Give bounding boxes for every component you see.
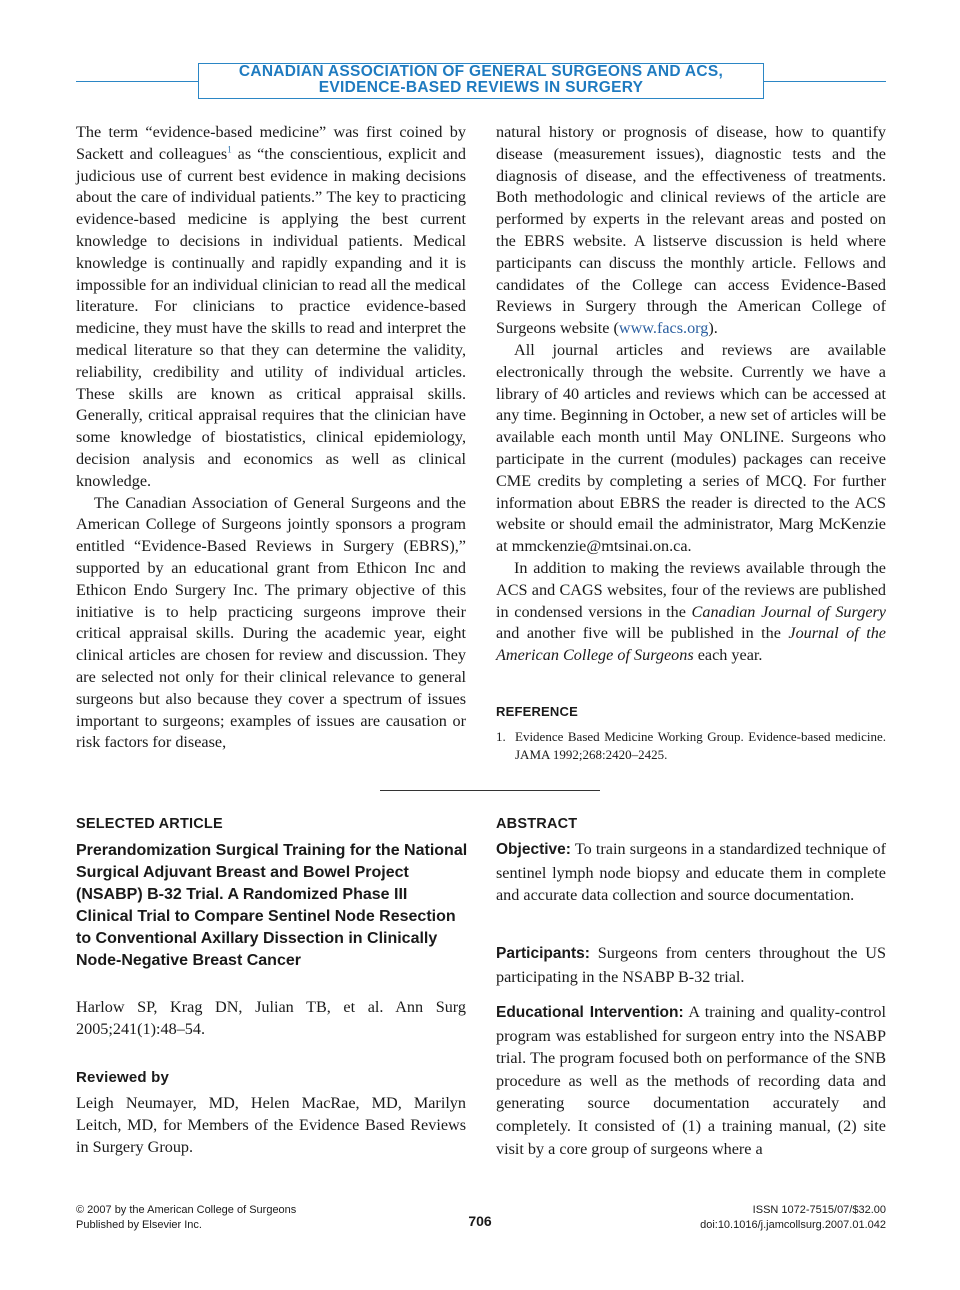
intro-p1-text-b: as “the conscientious, explicit and judicious use of current best evidence in making decisions about the care of individual patients.” The key to practicing evidence-based medicine is applying the best current knowledge to decisions in individual patients. Medical knowledge is continually and rapidly expanding and it is impossible for an individual clinician to read all the medical literature. For clinicians to practice evidence-based medicine, they must have the skills to read and interpret the medical literature so that they can determine the validity, reliability, credibility and utility of individual articles. These skills are known as critical appraisal skills. Generally, critical appraisal requires that the clinician have some knowledge of biostatistics, clinical epidemiology, decision analysis and economics as well as clinical knowledge. — [76, 144, 466, 490]
header-rule-left — [76, 81, 198, 82]
objective-label: Objective: — [496, 841, 571, 858]
footer-right — [600, 1203, 886, 1233]
reference-number: 1. — [496, 729, 506, 744]
doi: doi:10.1016/j.jamcollsurg.2007.01.042 — [700, 1219, 886, 1231]
reviewed-by-heading: Reviewed by — [76, 1069, 170, 1086]
intervention-text: A training and quality-control program was established for surgeon entry into the NSABP trial. The program focused both on performance of the SNB procedure as well as the methods of recording data and generating source documentation accurately and completely. It consisted of (1) a training manual, (2) site visit by a core group of surgeons where a — [496, 1003, 886, 1158]
footnote-ref-1[interactable]: 1 — [227, 144, 232, 155]
intro-p3-text-b: ). — [708, 319, 718, 338]
reference-heading: REFERENCE — [496, 704, 578, 719]
intervention-label: Educational Intervention: — [496, 1004, 684, 1021]
section-divider — [380, 790, 600, 791]
section-header — [198, 63, 764, 99]
intro-p5-text-b: and another five will be published in the — [496, 624, 789, 643]
section-header-line1: CANADIAN ASSOCIATION OF GENERAL SURGEONS AND ACS, — [238, 63, 724, 80]
abstract-objective — [496, 838, 886, 907]
intro-p5-text-c: each year. — [693, 646, 763, 665]
page-number: 706 — [468, 1213, 492, 1229]
journal-name-jacs: Journal of the American College of Surgeons — [496, 624, 886, 665]
selected-article-heading: SELECTED ARTICLE — [76, 816, 223, 832]
intro-p1-text-a: The term “evidence-based medicine” was first coined by Sackett and colleagues — [76, 123, 466, 163]
reference-list — [496, 728, 886, 763]
participants-text: Surgeons from centers throughout the US participating in the NSABP B-32 trial. — [496, 944, 886, 986]
reviewers-list: Leigh Neumayer, MD, Helen MacRae, MD, Marilyn Leitch, MD, for Members of the Evidence Based Reviews in Surgery Group. — [76, 1094, 466, 1156]
header-rule-right — [764, 81, 886, 82]
intro-paragraph-1 — [76, 122, 466, 493]
article-title: Prerandomization Surgical Training for the National Surgical Adjuvant Breast and Bowel Project (NSABP) B-32 Trial. A Randomized Phase III Clinical Trial to Compare Sentinel Node Resection to Conventional Axillary Dissection in Clinically Node-Negative Breast Cancer — [76, 842, 468, 969]
abstract-participants — [496, 942, 886, 988]
footer-left — [76, 1203, 296, 1233]
reference-item — [496, 728, 886, 763]
intro-paragraph-4: All journal articles and reviews are available electronically through the website. Currently we have a library of 40 articles and reviews which can be accessed at any time. Beginning in October, a new set of articles will be available each month until May ONLINE. Surgeons who participate in the current (modules) packages can receive CME credits by completing a series of MCQ. For further information about EBRS the reader is directed to the ACS website or should email the administrator, Marg McKenzie at mmckenzie@mtsinai.on.ca. — [496, 340, 886, 556]
objective-text: To train surgeons in a standardized technique of sentinel lymph node biopsy and educate them in complete and accurate data collection and source documentation. — [496, 840, 886, 905]
intro-p5-text-a: In addition to making the reviews available through the ACS and CAGS websites, four of the reviews are published in condensed versions in the — [496, 558, 886, 621]
intro-paragraph-3 — [496, 122, 886, 340]
section-header-line2: EVIDENCE-BASED REVIEWS IN SURGERY — [318, 79, 644, 96]
intro-p3-text-a: natural history or prognosis of disease, how to quantify disease (measurement issues), diagnostic tests and the diagnosis of disease, and the effectiveness of treatments. Both methodologic and clinical reviews of the article are performed by experts in the relevant areas and posted on the EBRS website. A listserve discussion is held where participants can discuss the monthly article. Fellows and candidates of the College can access Evidence-Based Reviews in Surgery through the American College of Surgeons website ( — [496, 123, 886, 338]
participants-label: Participants: — [496, 945, 590, 962]
article-citation: Harlow SP, Krag DN, Julian TB, et al. Ann Surg 2005;241(1):48–54. — [76, 998, 466, 1038]
intro-paragraph-5 — [496, 558, 886, 667]
copyright-notice: © 2007 by the American College of Surgeons — [76, 1204, 297, 1216]
intro-right-column — [496, 122, 886, 667]
issn: ISSN 1072-7515/07/$32.00 — [752, 1204, 886, 1216]
facs-website-link[interactable]: www.facs.org — [618, 319, 709, 338]
reference-text: Evidence Based Medicine Working Group. Evidence-based medicine. JAMA 1992;268:2420–2425. — [515, 729, 886, 762]
abstract-heading: ABSTRACT — [496, 816, 578, 832]
journal-name-cjs: Canadian Journal of Surgery — [691, 602, 886, 621]
intro-paragraph-2: The Canadian Association of General Surgeons and the American College of Surgeons jointly sponsors a program entitled “Evidence-Based Reviews in Surgery (EBRS),” supported by an educational grant from Ethicon Inc and Ethicon Endo Surgery Inc. The primary objective of this initiative is to help practicing surgeons improve their critical appraisal skills. During the academic year, eight clinical articles are chosen for review and discussion. They are selected not only for their clinical relevance to general surgeons but also because they cover a spectrum of issues important to surgeons; examples of issues are causation or risk factors for disease, — [76, 493, 466, 752]
abstract-intervention — [496, 1001, 886, 1160]
intro-left-column — [76, 122, 466, 754]
publisher-notice: Published by Elsevier Inc. — [76, 1219, 202, 1231]
